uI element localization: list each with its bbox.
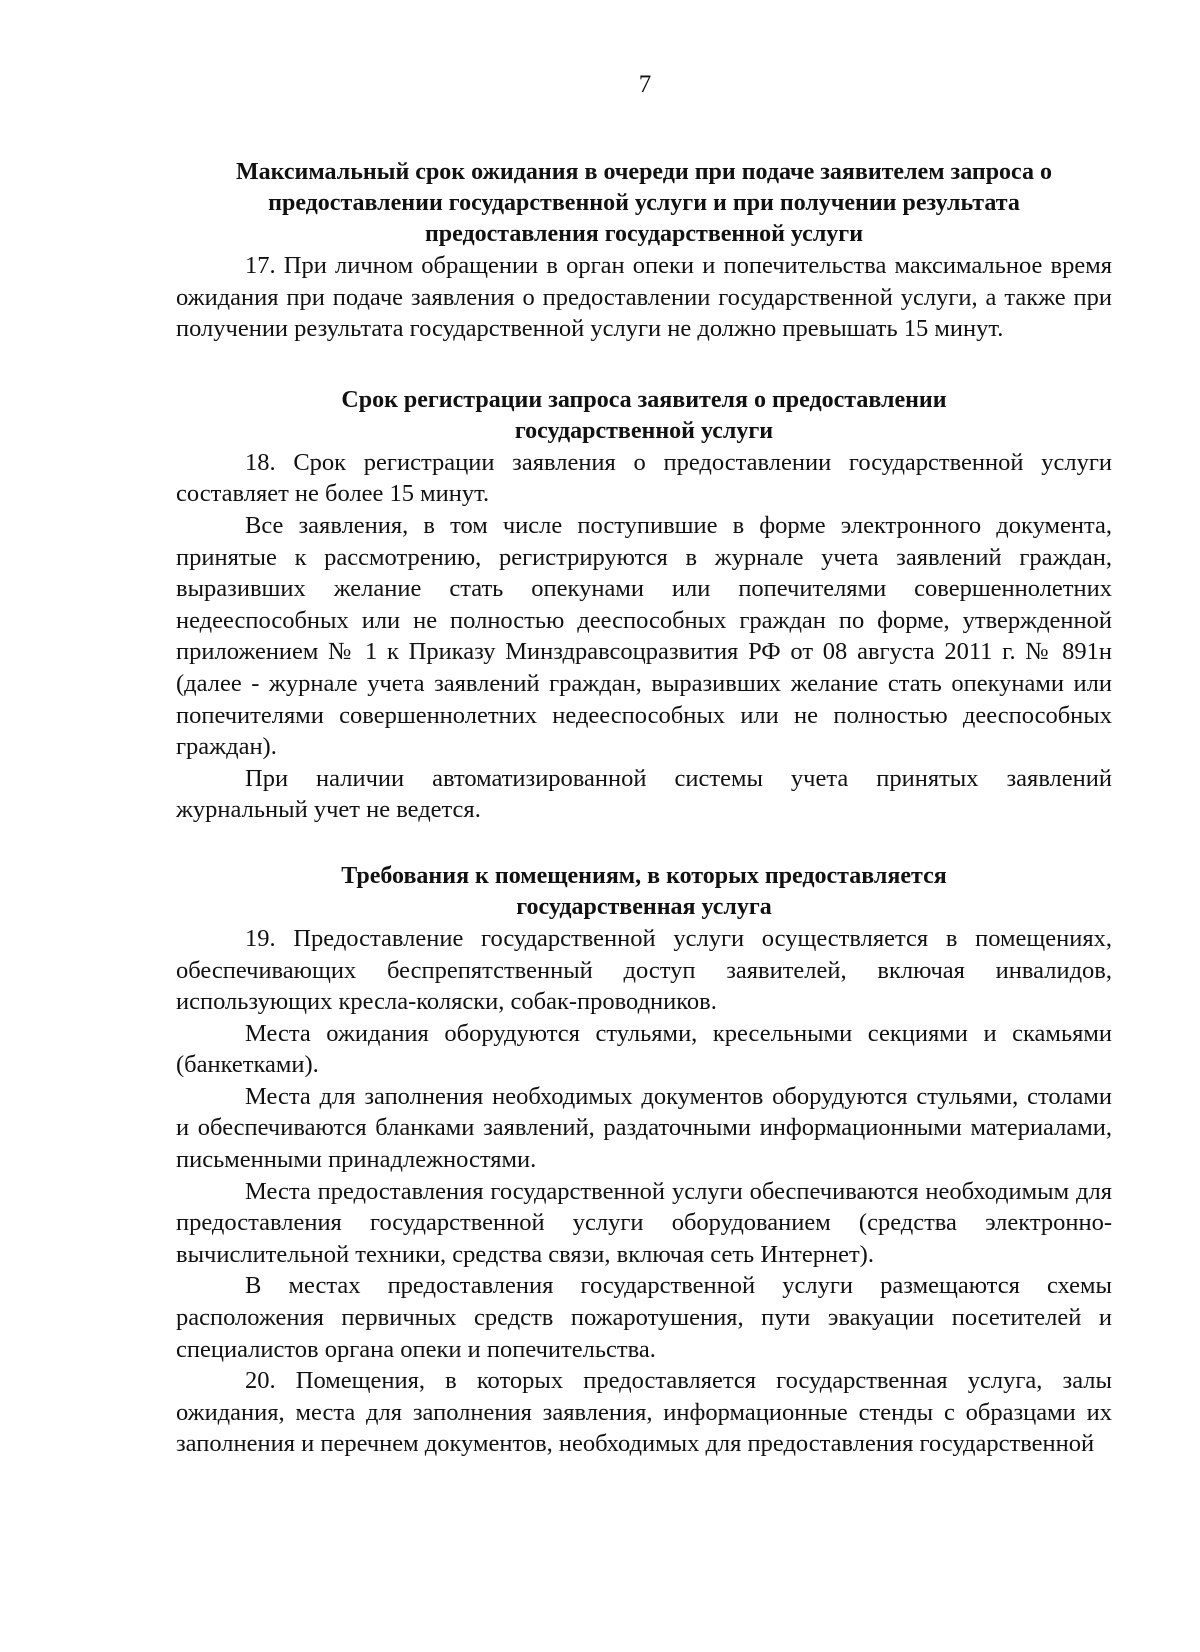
paragraph-18: 18. Срок регистрации заявления о предоставлении государственной услуги составляет не более 15 минут. <box>176 448 1112 508</box>
section-heading-waiting-time <box>176 157 1112 250</box>
paragraph-registration-journal: Все заявления, в том числе поступившие в форме электронного документа, принятые к рассмотрению, регистрируются в журнале учета заявлений граждан, выразивших желание стать опекунами или попечителями совершеннолетних недееспособных или не полностью дееспособных граждан по форме, утвержденной приложением № 1 к Приказу Минздравсоцразвития РФ от 08 августа 2011 г. № 891н (далее - журнале учета заявлений граждан, выразивших желание стать опекунами или попечителями совершеннолетних недееспособных или не полностью дееспособных граждан). <box>176 511 1112 761</box>
document-body <box>176 157 1112 1460</box>
heading-line: Срок регистрации запроса заявителя о предоставлении <box>341 386 947 413</box>
paragraph-waiting-places: Места ожидания оборудуются стульями, кресельными секциями и скамьями (банкетками). <box>176 1019 1112 1079</box>
paragraph-19: 19. Предоставление государственной услуги осуществляется в помещениях, обеспечивающих беспрепятственный доступ заявителей, включая инвалидов, использующих кресла-коляски, собак-проводников. <box>176 924 1112 1016</box>
heading-line: государственной услуги <box>514 417 774 444</box>
paragraph-20: 20. Помещения, в которых предоставляется государственная услуга, залы ожидания, места для заполнения заявления, информационные стенды с образцами их заполнения и перечнем документов, необходимых для предоставления государственной <box>176 1367 1112 1458</box>
heading-line: государственная услуга <box>516 893 772 920</box>
paragraph-service-equipment: Места предоставления государственной услуги обеспечиваются необходимым для предоставления государственной услуги оборудованием (средства электронно-вычислительной техники, средства связи, включая сеть Интернет). <box>176 1177 1112 1268</box>
paragraph-17: 17. При личном обращении в орган опеки и попечительства максимальное время ожидания при подаче заявления о предоставлении государственной услуги, а также при получении результата государственной услуги не должно превышать 15 минут. <box>176 252 1112 343</box>
heading-line: Максимальный срок ожидания в очереди при подаче заявителем запроса о <box>235 159 1052 185</box>
section-heading-registration <box>176 385 1112 447</box>
paragraph-evacuation-schemes: В местах предоставления государственной услуги размещаются схемы расположения первичных средств пожаротушения, пути эвакуации посетителей и специалистов органа опеки и попечительства. <box>176 1272 1112 1363</box>
heading-line: Требования к помещениям, в которых предоставляется <box>341 862 947 889</box>
heading-line: предоставления государственной услуги <box>424 221 864 247</box>
heading-line: предоставлении государственной услуги и при получении результата <box>268 190 1020 216</box>
section-heading-premises <box>176 861 1112 923</box>
paragraph-automated-system: При наличии автоматизированной системы учета принятых заявлений журнальный учет не ведется. <box>176 764 1112 824</box>
page-number: 7 <box>638 71 652 98</box>
paragraph-form-filling-places: Места для заполнения необходимых документов оборудуются стульями, столами и обеспечиваются бланками заявлений, раздаточными информационными материалами, письменными принадлежностями. <box>176 1082 1112 1174</box>
